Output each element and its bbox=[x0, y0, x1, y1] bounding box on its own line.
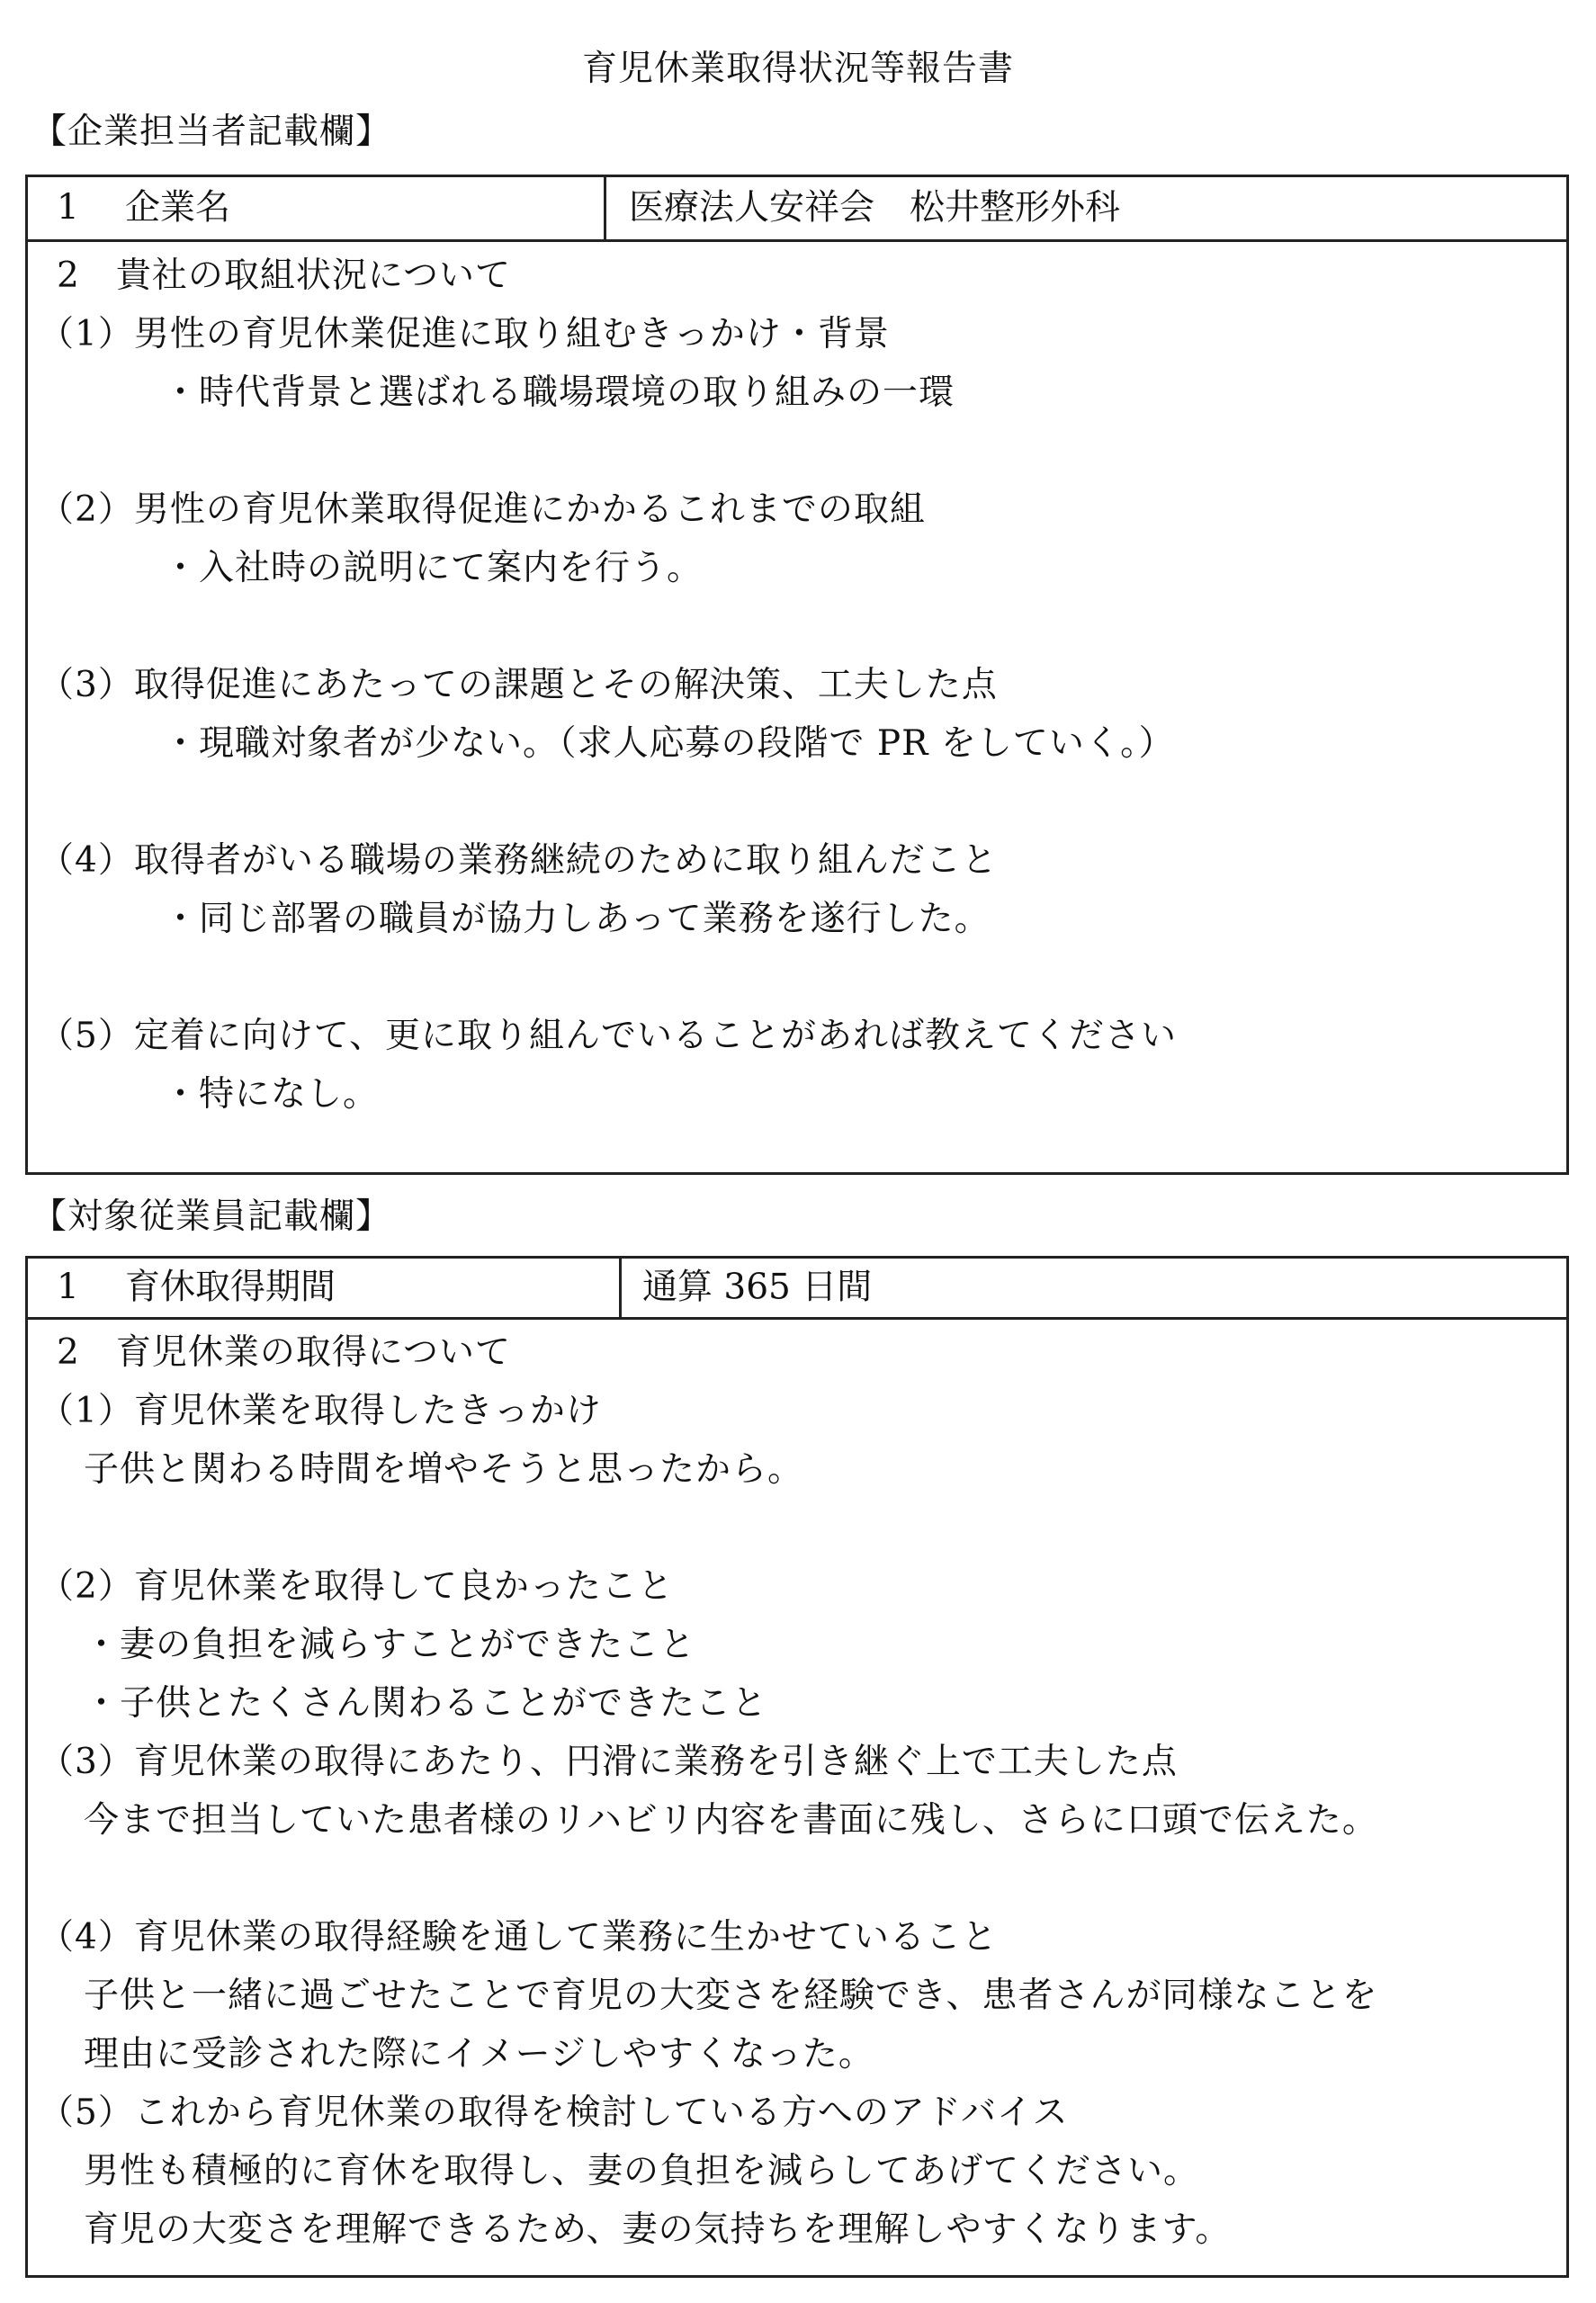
leave-period-label: 育休取得期間 bbox=[125, 1267, 336, 1308]
document-title: 育児休業取得状況等報告書 bbox=[581, 49, 1014, 89]
leave-period-number: 1 bbox=[57, 1267, 79, 1308]
company-name-label: 企業名 bbox=[125, 187, 231, 229]
company-answer-2: ・入社時の説明にて案内を行う。 bbox=[163, 548, 704, 588]
employee-section-heading: 2 育児休業の取得について bbox=[57, 1332, 512, 1373]
employee-question-5: （5）これから育児休業の取得を検討している方へのアドバイス bbox=[39, 2092, 1069, 2133]
leave-period-row bbox=[28, 1259, 1566, 1320]
company-answer-3: ・現職対象者が少ない。（求人応募の段階で PR をしていく。） bbox=[163, 723, 1175, 764]
employee-answer-5-line-1: 男性も積極的に育休を取得し、妻の負担を減らしてあげてください。 bbox=[84, 2151, 1200, 2191]
company-question-1: （1）男性の育児休業促進に取り組むきっかけ・背景 bbox=[39, 314, 890, 354]
company-row-divider bbox=[604, 177, 606, 239]
company-name-value: 医療法人安祥会 松井整形外科 bbox=[629, 187, 1121, 229]
company-name-row bbox=[28, 177, 1566, 242]
company-name-number: 1 bbox=[57, 187, 79, 229]
company-question-4: （4）取得者がいる職場の業務継続のために取り組んだこと bbox=[39, 840, 998, 881]
company-answer-1: ・時代背景と選ばれる職場環境の取り組みの一環 bbox=[163, 372, 955, 413]
employee-answer-1-line-1: 子供と関わる時間を増やそうと思ったから。 bbox=[84, 1449, 804, 1490]
employee-answer-3-line-1: 今まで担当していた患者様のリハビリ内容を書面に残し、さらに口頭で伝えた。 bbox=[84, 1800, 1378, 1841]
employee-answer-2-line-1: ・妻の負担を減らすことができたこと bbox=[84, 1625, 696, 1665]
employee-section-box bbox=[25, 1256, 1569, 2278]
employee-answer-4-line-2: 理由に受診された際にイメージしやすくなった。 bbox=[84, 2034, 874, 2074]
employee-question-4: （4）育児休業の取得経験を通して業務に生かせていること bbox=[39, 1917, 998, 1958]
employee-answer-4-line-1: 子供と一緒に過ごせたことで育児の大変さを経験でき、患者さんが同様なことを bbox=[84, 1976, 1378, 2016]
company-answer-4: ・同じ部署の職員が協力しあって業務を遂行した。 bbox=[163, 899, 991, 939]
company-question-2: （2）男性の育児休業取得促進にかかるこれまでの取組 bbox=[39, 489, 926, 530]
company-question-3: （3）取得促進にあたっての課題とその解決策、工夫した点 bbox=[39, 665, 998, 705]
company-section-box bbox=[25, 175, 1569, 1175]
employee-answer-5-line-2: 育児の大変さを理解できるため、妻の気持ちを理解しやすくなります。 bbox=[84, 2209, 1232, 2250]
company-section-heading: 2 貴社の取組状況について bbox=[57, 255, 512, 296]
employee-answer-2-line-2: ・子供とたくさん関わることができたこと bbox=[84, 1683, 768, 1724]
company-section-label: 【企業担当者記載欄】 bbox=[31, 112, 392, 152]
employee-question-1: （1）育児休業を取得したきっかけ bbox=[39, 1391, 602, 1431]
company-answer-5: ・特になし。 bbox=[163, 1074, 380, 1115]
employee-question-3: （3）育児休業の取得にあたり、円滑に業務を引き継ぐ上で工夫した点 bbox=[39, 1742, 1178, 1782]
employee-section-label: 【対象従業員記載欄】 bbox=[31, 1196, 392, 1237]
leave-period-value: 通算 365 日間 bbox=[642, 1267, 873, 1308]
company-question-5: （5）定着に向けて、更に取り組んでいることがあれば教えてください bbox=[39, 1016, 1178, 1056]
employee-question-2: （2）育児休業を取得して良かったこと bbox=[39, 1566, 674, 1607]
employee-row-divider bbox=[619, 1259, 622, 1317]
